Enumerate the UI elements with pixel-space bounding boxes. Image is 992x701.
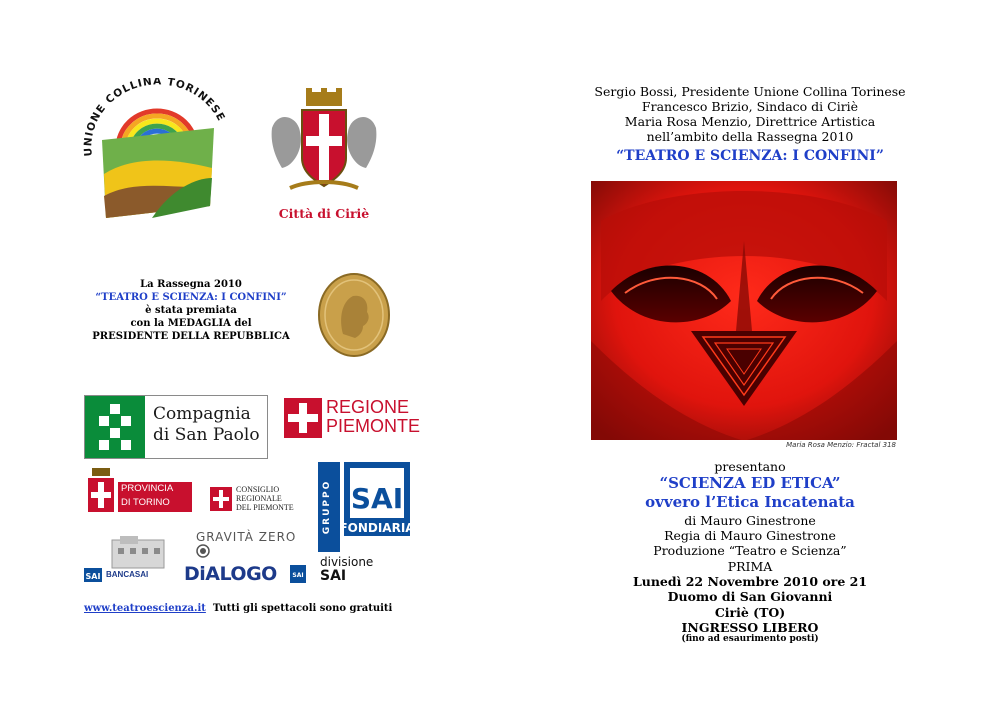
- savoy-cross-icon: [284, 398, 322, 438]
- intro-line-1: Sergio Bossi, Presidente Unione Collina Torinese: [594, 84, 906, 99]
- event-venue: Duomo di San Giovanni: [667, 589, 833, 605]
- award-line-3: è stata premiata: [145, 305, 237, 316]
- show-title: “SCIENZA ED ETICA”: [659, 474, 841, 492]
- sai-text: SAI: [350, 482, 404, 515]
- presidential-medal: [317, 272, 391, 358]
- provincia-text: [118, 482, 192, 512]
- presenters-intro: [560, 84, 940, 144]
- details-production: Produzione “Teatro e Scienza”: [653, 543, 847, 559]
- details-author: di Mauro Ginestrone: [684, 513, 816, 528]
- gold-medal-icon: [317, 272, 391, 358]
- award-line-2: “TEATRO E SCIENZA: I CONFINI”: [95, 292, 287, 303]
- award-line-1: La Rassegna 2010: [140, 279, 242, 290]
- crowned-shield-crest-icon: [268, 88, 380, 198]
- cross-pattern-logo-icon: [85, 396, 145, 458]
- footer-text: Tutti gli spettacoli sono gratuiti: [212, 603, 393, 614]
- intro-line-3: Maria Rosa Menzio, Direttrice Artistica: [624, 114, 876, 129]
- event-city: Ciriè (TO): [714, 604, 786, 620]
- unione-collina-torinese-logo: [82, 78, 232, 228]
- consiglio-text: [236, 485, 294, 512]
- event-date: Lunedì 22 Novembre 2010 ore 21: [632, 574, 868, 589]
- fondiaria-text: FONDIARIA: [339, 521, 410, 535]
- bancasai-logo: [84, 534, 172, 584]
- details-premiere: PRIMA: [727, 558, 773, 574]
- details-director: Regia di Mauro Ginestrone: [664, 528, 836, 544]
- bancasai-text: BANCASAI: [106, 570, 149, 579]
- event-info: [560, 574, 940, 635]
- artwork-caption: Maria Rosa Menzio: Fractal 318: [786, 441, 896, 449]
- cirie-name: Città di Ciriè: [278, 206, 370, 221]
- footer: [84, 603, 392, 614]
- consiglio-line-1: CONSIGLIO: [236, 485, 280, 494]
- regione-piemonte-logo: [284, 397, 421, 438]
- consiglio-regionale-logo: [210, 485, 306, 515]
- compagnia-line-2: di San Paolo: [153, 425, 260, 445]
- award-line-4: con la MEDAGLIA del: [130, 318, 252, 329]
- dialogo-text: DiALOGO: [184, 563, 277, 585]
- divisione-text: divisione: [320, 555, 374, 569]
- cirie-crest-logo: [268, 88, 380, 198]
- award-text: [80, 278, 302, 343]
- show-subtitle: ovvero l’Etica Incatenata: [645, 493, 855, 511]
- regione-line-1: REGIONE: [326, 397, 410, 417]
- award-line-5: PRESIDENTE DELLA REPUBBLICA: [92, 331, 290, 342]
- dialogo-mark-text: SAI: [292, 572, 304, 579]
- sai-fondiaria-logo: [318, 462, 410, 582]
- gravita-text: GRAVITÀ ZERO: [196, 530, 297, 544]
- regione-line-2: PIEMONTE: [326, 416, 421, 436]
- provincia-line-1: PROVINCIA: [121, 483, 174, 494]
- intro-line-4: nell’ambito della Rassegna 2010: [646, 129, 854, 144]
- fractal-mask-image: [591, 181, 897, 440]
- ucto-arc-text: UNIONE COLLINA TORINESE: [82, 78, 228, 157]
- dialogo-logo: [184, 563, 308, 585]
- intro-line-2: Francesco Brizio, Sindaco di Ciriè: [641, 99, 859, 114]
- compagnia-text: [153, 404, 260, 446]
- website-link[interactable]: www.teatroescienza.it: [84, 603, 206, 614]
- gravita-zero-logo: [196, 530, 308, 550]
- seating-note: (fino ad esaurimento posti): [681, 634, 819, 644]
- divisione-sai-text: SAI: [320, 568, 347, 582]
- presentano-text: presentano: [714, 459, 786, 474]
- rainbow-hills-logo-icon: [82, 78, 232, 228]
- compagnia-line-1: Compagnia: [153, 404, 251, 424]
- dialogo-sai-mark: [290, 565, 306, 583]
- provincia-line-2: DI TORINO: [121, 497, 170, 508]
- regione-text: [326, 398, 420, 436]
- bancasai-mark-text: SAI: [85, 572, 101, 581]
- event-entry: INGRESSO LIBERO: [681, 619, 819, 635]
- gruppo-text: GRUPPO: [322, 479, 332, 535]
- sai-fondiaria-mark: [318, 462, 410, 582]
- gravita-zero-icon: [196, 544, 210, 558]
- consiglio-line-2: REGIONALE: [236, 494, 282, 503]
- compagnia-san-paolo-logo: [84, 395, 268, 459]
- provincia-torino-logo: [86, 468, 192, 516]
- savoy-cross-icon: [210, 487, 232, 511]
- festival-title: “TEATRO E SCIENZA: I CONFINI”: [616, 148, 884, 164]
- fractal-artwork: [591, 181, 897, 440]
- consiglio-line-3: DEL PIEMONTE: [236, 503, 294, 512]
- savoy-cross-icon: [86, 468, 116, 514]
- show-details: [560, 513, 940, 574]
